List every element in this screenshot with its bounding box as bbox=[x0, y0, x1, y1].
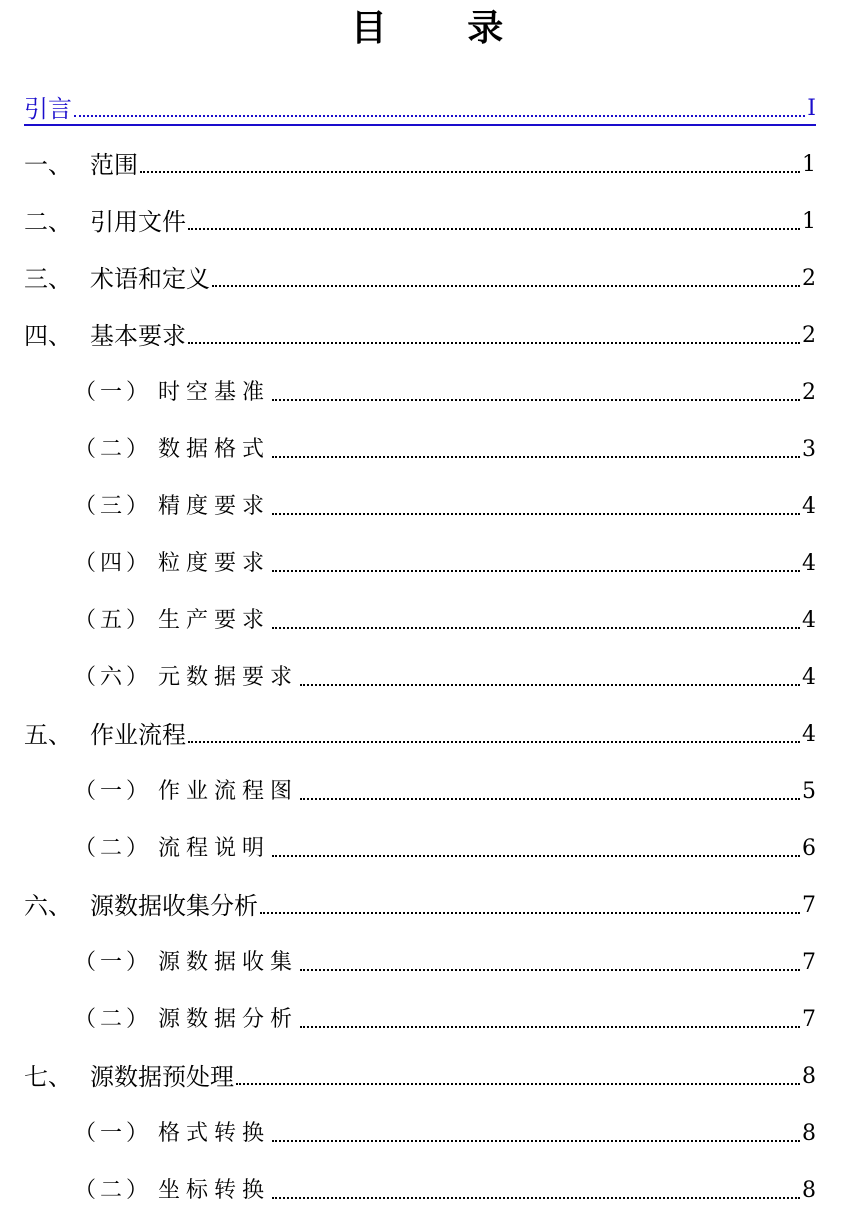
page-title: 目 录 bbox=[350, 7, 538, 49]
dot-leader bbox=[300, 1026, 800, 1028]
toc-entry-label: 源数据分析 bbox=[158, 1007, 299, 1032]
toc-entry-label: 粒度要求 bbox=[158, 551, 271, 576]
dot-leader bbox=[74, 115, 805, 117]
toc-entry-label: 源数据预处理 bbox=[90, 1063, 234, 1091]
toc-entry-label: 坐标转换 bbox=[158, 1178, 271, 1203]
toc-entry-page: 4 bbox=[802, 665, 816, 690]
toc-entry-page: 8 bbox=[802, 1064, 816, 1089]
toc-entry-page: 4 bbox=[802, 494, 816, 519]
dot-leader bbox=[212, 285, 800, 287]
dot-leader bbox=[272, 855, 800, 857]
dot-leader bbox=[272, 627, 800, 629]
toc-subentry[interactable] bbox=[74, 543, 816, 579]
toc-entry-label: 数据格式 bbox=[158, 437, 271, 462]
toc-subentry[interactable] bbox=[74, 942, 816, 978]
toc-entry-number: （一） bbox=[74, 1121, 153, 1146]
toc-entry-number: （三） bbox=[74, 494, 153, 519]
toc-entry-label: 引用文件 bbox=[90, 208, 186, 236]
toc-entry-page: 6 bbox=[802, 836, 816, 861]
toc-subentry[interactable] bbox=[74, 372, 816, 408]
toc-entry-number: （一） bbox=[74, 779, 153, 804]
toc-subentry[interactable] bbox=[74, 657, 816, 693]
toc-entry[interactable] bbox=[24, 201, 816, 237]
toc-entry-label: 范围 bbox=[90, 151, 138, 179]
dot-leader bbox=[300, 798, 800, 800]
toc-subentry[interactable] bbox=[74, 999, 816, 1035]
toc-entry-label: 作业流程 bbox=[90, 721, 186, 749]
toc-entry[interactable] bbox=[24, 714, 816, 750]
toc-subentry[interactable] bbox=[74, 771, 816, 807]
dot-leader bbox=[300, 969, 800, 971]
toc-entry-label: 时空基准 bbox=[158, 380, 271, 405]
toc-entry-number: （一） bbox=[74, 950, 153, 975]
toc-entry-number: （四） bbox=[74, 551, 153, 576]
toc-entry-number: 五、 bbox=[24, 721, 72, 749]
dot-leader bbox=[188, 228, 800, 230]
toc-entry-number: 七、 bbox=[24, 1063, 72, 1091]
dot-leader bbox=[272, 456, 800, 458]
toc-entry[interactable] bbox=[24, 258, 816, 294]
toc-entry-page: 2 bbox=[802, 266, 816, 291]
toc-entry-number: （二） bbox=[74, 437, 153, 462]
toc-entry[interactable] bbox=[24, 1056, 816, 1092]
toc-entry-number: （五） bbox=[74, 608, 153, 633]
toc-subentry[interactable] bbox=[74, 486, 816, 522]
toc-entry-page: 7 bbox=[802, 893, 816, 918]
toc-entry-label: 源数据收集分析 bbox=[90, 892, 258, 920]
toc-entry[interactable] bbox=[24, 885, 816, 921]
toc-entry-page: 7 bbox=[802, 1007, 816, 1032]
dot-leader bbox=[272, 513, 800, 515]
toc-entry-page: 1 bbox=[802, 209, 816, 234]
dot-leader bbox=[236, 1083, 800, 1085]
toc-entry-label: 生产要求 bbox=[158, 608, 271, 633]
dot-leader bbox=[272, 399, 800, 401]
dot-leader bbox=[188, 741, 800, 743]
toc-entry-label: 元数据要求 bbox=[158, 665, 299, 690]
toc-entry-page: 8 bbox=[802, 1121, 816, 1146]
dot-leader bbox=[272, 1197, 800, 1199]
toc-entry-page: 7 bbox=[802, 950, 816, 975]
dot-leader bbox=[260, 912, 800, 914]
toc-entry-page: 4 bbox=[802, 722, 816, 747]
toc-subentry[interactable] bbox=[74, 600, 816, 636]
toc-entry-number: （二） bbox=[74, 836, 153, 861]
toc-entry-page: 5 bbox=[802, 779, 816, 804]
toc-entry-page: 4 bbox=[802, 551, 816, 576]
toc-entry-number: （二） bbox=[74, 1178, 153, 1203]
toc-entry-label: 作业流程图 bbox=[158, 779, 299, 804]
toc-entry[interactable] bbox=[24, 144, 816, 180]
toc-subentry[interactable] bbox=[74, 828, 816, 864]
toc-entry-page: 4 bbox=[802, 608, 816, 633]
toc-subentry[interactable] bbox=[74, 1170, 816, 1206]
dot-leader bbox=[300, 684, 800, 686]
toc-entry-page: 2 bbox=[802, 380, 816, 405]
toc-entry[interactable] bbox=[24, 315, 816, 351]
toc-entry-label: 源数据收集 bbox=[158, 950, 299, 975]
toc-subentry[interactable] bbox=[74, 1113, 816, 1149]
toc-entry-label: 术语和定义 bbox=[90, 265, 210, 293]
toc-entry-number: （一） bbox=[74, 380, 153, 405]
toc-entry-page: I bbox=[807, 96, 816, 121]
toc-entry-page: 2 bbox=[802, 323, 816, 348]
toc-entry-label: 格式转换 bbox=[158, 1121, 271, 1146]
toc-entry-number: 三、 bbox=[24, 265, 72, 293]
dot-leader bbox=[188, 342, 800, 344]
toc-entry-label: 流程说明 bbox=[158, 836, 271, 861]
dot-leader bbox=[272, 1140, 800, 1142]
dot-leader bbox=[140, 171, 800, 173]
toc-entry-page: 3 bbox=[802, 437, 816, 462]
toc-entry-number: 六、 bbox=[24, 892, 72, 920]
toc-entry-label: 基本要求 bbox=[90, 322, 186, 350]
toc-entry-introduction[interactable] bbox=[24, 88, 816, 126]
toc-entry-number: 二、 bbox=[24, 208, 72, 236]
toc-entry-page: 8 bbox=[802, 1178, 816, 1203]
toc-entry-label: 精度要求 bbox=[158, 494, 271, 519]
toc-entry-page: 1 bbox=[802, 152, 816, 177]
toc-entry-number: （二） bbox=[74, 1007, 153, 1032]
toc-entry-number: 四、 bbox=[24, 322, 72, 350]
toc-entry-label: 引言 bbox=[24, 95, 72, 123]
toc-entry-number: 一、 bbox=[24, 151, 72, 179]
toc-entry-number: （六） bbox=[74, 665, 153, 690]
toc-subentry[interactable] bbox=[74, 429, 816, 465]
dot-leader bbox=[272, 570, 800, 572]
